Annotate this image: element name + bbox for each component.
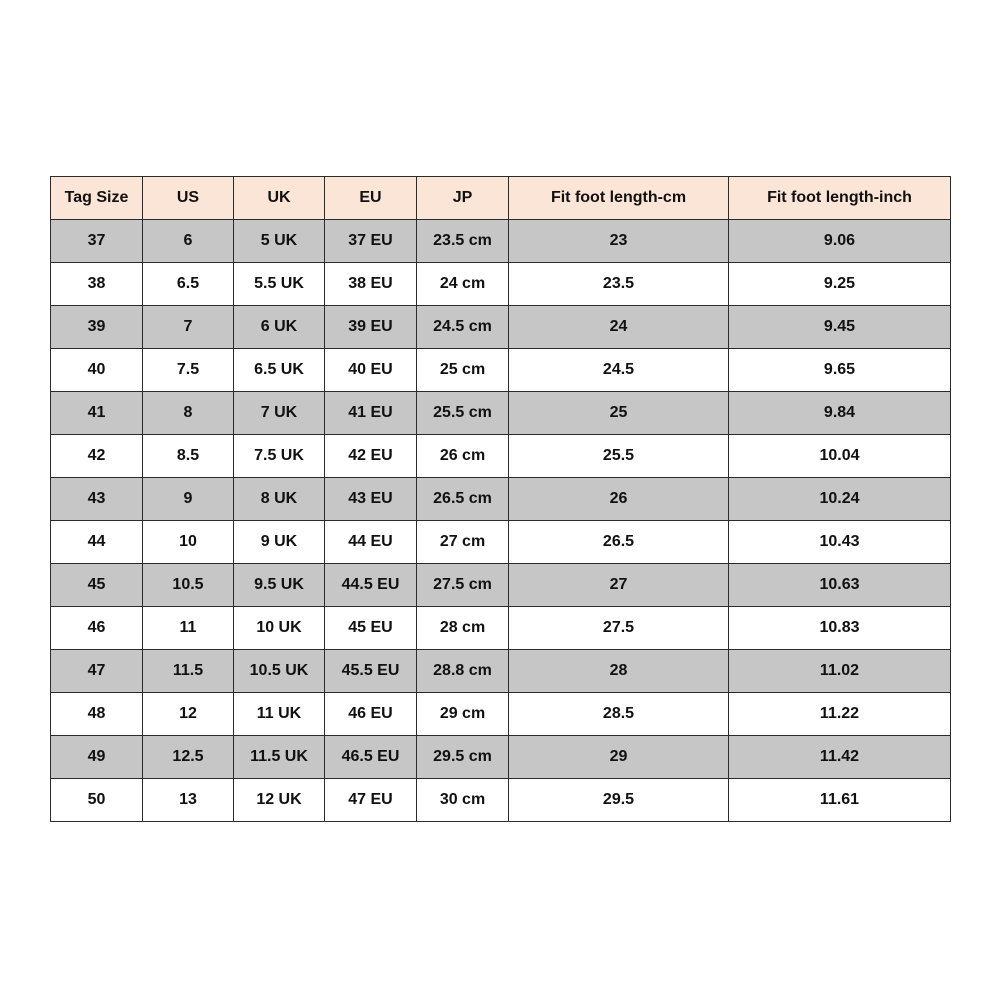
table-row bbox=[51, 263, 951, 306]
jp-size-cell: 23.5 cm bbox=[417, 220, 509, 263]
eu-size-cell: 44.5 EU bbox=[325, 564, 417, 607]
eu-size-cell: 40 EU bbox=[325, 349, 417, 392]
foot-length-cm-cell: 27.5 bbox=[509, 607, 729, 650]
tag-size-cell: 46 bbox=[51, 607, 143, 650]
table-row bbox=[51, 478, 951, 521]
tag-size-cell: 47 bbox=[51, 650, 143, 693]
foot-length-cm-cell: 29.5 bbox=[509, 779, 729, 822]
tag-size-cell: 43 bbox=[51, 478, 143, 521]
us-size-cell: 9 bbox=[143, 478, 234, 521]
foot-length-cm-cell: 26.5 bbox=[509, 521, 729, 564]
jp-size-cell: 26.5 cm bbox=[417, 478, 509, 521]
foot-length-inch-cell: 11.61 bbox=[729, 779, 951, 822]
jp-size-cell: 29.5 cm bbox=[417, 736, 509, 779]
jp-size-cell: 24.5 cm bbox=[417, 306, 509, 349]
table-row bbox=[51, 306, 951, 349]
tag-size-cell: 50 bbox=[51, 779, 143, 822]
jp-size-cell: 27 cm bbox=[417, 521, 509, 564]
foot-length-inch-cell: 9.84 bbox=[729, 392, 951, 435]
eu-size-cell: 41 EU bbox=[325, 392, 417, 435]
column-header-uk: UK bbox=[234, 177, 325, 220]
column-header-foot-length-inch: Fit foot length-inch bbox=[729, 177, 951, 220]
tag-size-cell: 42 bbox=[51, 435, 143, 478]
foot-length-cm-cell: 28 bbox=[509, 650, 729, 693]
jp-size-cell: 30 cm bbox=[417, 779, 509, 822]
eu-size-cell: 42 EU bbox=[325, 435, 417, 478]
foot-length-cm-cell: 23.5 bbox=[509, 263, 729, 306]
uk-size-cell: 11 UK bbox=[234, 693, 325, 736]
uk-size-cell: 8 UK bbox=[234, 478, 325, 521]
us-size-cell: 10.5 bbox=[143, 564, 234, 607]
column-header-eu: EU bbox=[325, 177, 417, 220]
foot-length-inch-cell: 9.25 bbox=[729, 263, 951, 306]
eu-size-cell: 47 EU bbox=[325, 779, 417, 822]
tag-size-cell: 48 bbox=[51, 693, 143, 736]
table-row bbox=[51, 521, 951, 564]
us-size-cell: 6 bbox=[143, 220, 234, 263]
tag-size-cell: 44 bbox=[51, 521, 143, 564]
tag-size-cell: 37 bbox=[51, 220, 143, 263]
eu-size-cell: 38 EU bbox=[325, 263, 417, 306]
foot-length-cm-cell: 25 bbox=[509, 392, 729, 435]
foot-length-inch-cell: 9.45 bbox=[729, 306, 951, 349]
foot-length-inch-cell: 10.43 bbox=[729, 521, 951, 564]
jp-size-cell: 29 cm bbox=[417, 693, 509, 736]
size-chart-table bbox=[50, 176, 951, 822]
table-row bbox=[51, 693, 951, 736]
jp-size-cell: 25.5 cm bbox=[417, 392, 509, 435]
uk-size-cell: 6.5 UK bbox=[234, 349, 325, 392]
uk-size-cell: 5 UK bbox=[234, 220, 325, 263]
table-row bbox=[51, 220, 951, 263]
us-size-cell: 12 bbox=[143, 693, 234, 736]
us-size-cell: 6.5 bbox=[143, 263, 234, 306]
eu-size-cell: 37 EU bbox=[325, 220, 417, 263]
us-size-cell: 7 bbox=[143, 306, 234, 349]
uk-size-cell: 7.5 UK bbox=[234, 435, 325, 478]
us-size-cell: 7.5 bbox=[143, 349, 234, 392]
column-header-jp: JP bbox=[417, 177, 509, 220]
jp-size-cell: 27.5 cm bbox=[417, 564, 509, 607]
uk-size-cell: 10.5 UK bbox=[234, 650, 325, 693]
eu-size-cell: 39 EU bbox=[325, 306, 417, 349]
jp-size-cell: 28 cm bbox=[417, 607, 509, 650]
eu-size-cell: 44 EU bbox=[325, 521, 417, 564]
us-size-cell: 11.5 bbox=[143, 650, 234, 693]
tag-size-cell: 49 bbox=[51, 736, 143, 779]
foot-length-cm-cell: 29 bbox=[509, 736, 729, 779]
jp-size-cell: 24 cm bbox=[417, 263, 509, 306]
foot-length-inch-cell: 10.83 bbox=[729, 607, 951, 650]
table-row bbox=[51, 779, 951, 822]
table-row bbox=[51, 650, 951, 693]
jp-size-cell: 26 cm bbox=[417, 435, 509, 478]
jp-size-cell: 25 cm bbox=[417, 349, 509, 392]
foot-length-inch-cell: 9.65 bbox=[729, 349, 951, 392]
us-size-cell: 11 bbox=[143, 607, 234, 650]
uk-size-cell: 12 UK bbox=[234, 779, 325, 822]
size-chart-body bbox=[51, 220, 951, 822]
us-size-cell: 13 bbox=[143, 779, 234, 822]
eu-size-cell: 45 EU bbox=[325, 607, 417, 650]
column-header-us: US bbox=[143, 177, 234, 220]
table-row bbox=[51, 392, 951, 435]
table-row bbox=[51, 564, 951, 607]
foot-length-inch-cell: 10.04 bbox=[729, 435, 951, 478]
jp-size-cell: 28.8 cm bbox=[417, 650, 509, 693]
foot-length-inch-cell: 10.24 bbox=[729, 478, 951, 521]
foot-length-inch-cell: 11.42 bbox=[729, 736, 951, 779]
eu-size-cell: 46.5 EU bbox=[325, 736, 417, 779]
us-size-cell: 8.5 bbox=[143, 435, 234, 478]
tag-size-cell: 40 bbox=[51, 349, 143, 392]
uk-size-cell: 9.5 UK bbox=[234, 564, 325, 607]
foot-length-cm-cell: 26 bbox=[509, 478, 729, 521]
foot-length-inch-cell: 9.06 bbox=[729, 220, 951, 263]
foot-length-cm-cell: 27 bbox=[509, 564, 729, 607]
uk-size-cell: 10 UK bbox=[234, 607, 325, 650]
uk-size-cell: 6 UK bbox=[234, 306, 325, 349]
tag-size-cell: 41 bbox=[51, 392, 143, 435]
foot-length-inch-cell: 11.22 bbox=[729, 693, 951, 736]
eu-size-cell: 45.5 EU bbox=[325, 650, 417, 693]
uk-size-cell: 9 UK bbox=[234, 521, 325, 564]
uk-size-cell: 5.5 UK bbox=[234, 263, 325, 306]
us-size-cell: 10 bbox=[143, 521, 234, 564]
table-row bbox=[51, 607, 951, 650]
foot-length-cm-cell: 24 bbox=[509, 306, 729, 349]
tag-size-cell: 38 bbox=[51, 263, 143, 306]
uk-size-cell: 7 UK bbox=[234, 392, 325, 435]
table-header-row bbox=[51, 177, 951, 220]
foot-length-cm-cell: 25.5 bbox=[509, 435, 729, 478]
foot-length-inch-cell: 10.63 bbox=[729, 564, 951, 607]
eu-size-cell: 46 EU bbox=[325, 693, 417, 736]
us-size-cell: 12.5 bbox=[143, 736, 234, 779]
foot-length-cm-cell: 24.5 bbox=[509, 349, 729, 392]
table-row bbox=[51, 349, 951, 392]
eu-size-cell: 43 EU bbox=[325, 478, 417, 521]
table-row bbox=[51, 435, 951, 478]
tag-size-cell: 45 bbox=[51, 564, 143, 607]
foot-length-cm-cell: 23 bbox=[509, 220, 729, 263]
foot-length-inch-cell: 11.02 bbox=[729, 650, 951, 693]
us-size-cell: 8 bbox=[143, 392, 234, 435]
foot-length-cm-cell: 28.5 bbox=[509, 693, 729, 736]
uk-size-cell: 11.5 UK bbox=[234, 736, 325, 779]
column-header-foot-length-cm: Fit foot length-cm bbox=[509, 177, 729, 220]
table-row bbox=[51, 736, 951, 779]
column-header-tag-size: Tag Size bbox=[51, 177, 143, 220]
tag-size-cell: 39 bbox=[51, 306, 143, 349]
